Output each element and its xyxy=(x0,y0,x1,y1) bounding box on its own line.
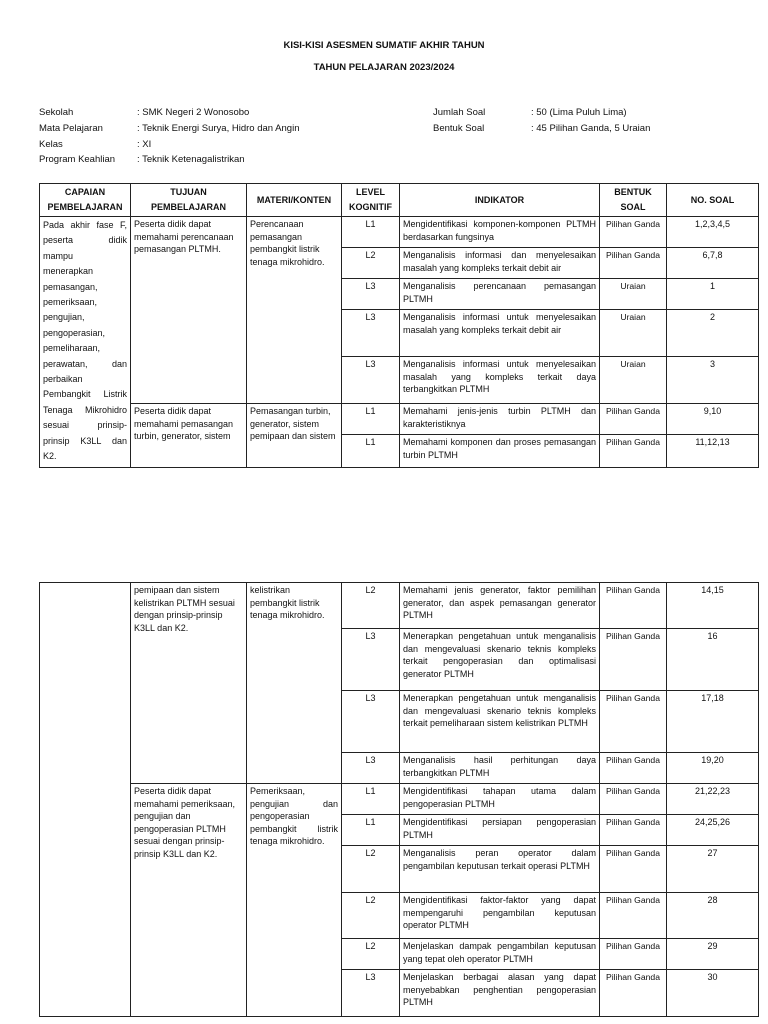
indikator-cell: Menerapkan pengetahuan untuk menganalisis dan mengevaluasi skenario teknis kompleks terkait pengoperasian dan optimalisasi generator PLTMH xyxy=(400,629,600,691)
document-subtitle: TAHUN PELAJARAN 2023/2024 xyxy=(313,62,455,73)
bentuk-soal-cell: Pilihan Ganda xyxy=(600,939,667,970)
indikator-cell: Menganalisis informasi untuk menyelesaikan masalah yang kompleks terkait debit air xyxy=(400,310,600,357)
info-label-sekolah: Sekolah xyxy=(39,107,74,118)
bentuk-soal-cell: Uraian xyxy=(600,310,667,357)
no-soal-cell: 29 xyxy=(667,939,759,970)
col-header-materi: MATERI/KONTEN xyxy=(247,184,342,217)
info-label-bentuk-soal: Bentuk Soal xyxy=(433,123,485,134)
bentuk-soal-cell: Pilihan Ganda xyxy=(600,248,667,279)
level-cell: L1 xyxy=(342,217,400,248)
no-soal-cell: 14,15 xyxy=(667,583,759,629)
bentuk-soal-cell: Pilihan Ganda xyxy=(600,435,667,468)
indikator-cell: Mengidentifikasi tahapan utama dalam pengoperasian PLTMH xyxy=(400,784,600,815)
no-soal-cell: 30 xyxy=(667,970,759,1017)
info-block-left xyxy=(39,105,399,169)
indikator-cell: Memahami jenis generator, faktor pemilihan generator, dan aspek pemasangan generator PLTMH xyxy=(400,583,600,629)
kisi-table-page-2 xyxy=(39,582,759,1017)
capaian-cell-continued xyxy=(40,583,131,1017)
materi-cell: Pemeriksaan, pengujian dan pengoperasian pembangkit listrik tenaga mikrohidro. xyxy=(247,784,342,1017)
no-soal-cell: 3 xyxy=(667,357,759,404)
info-label-mapel: Mata Pelajaran xyxy=(39,123,103,134)
tujuan-cell: Peserta didik dapat memahami pemeriksaan, pengujian dan pengoperasian PLTMH sesuai dengan prinsip-prinsip K3LL dan K2. xyxy=(131,784,247,1017)
level-cell: L1 xyxy=(342,784,400,815)
table-row xyxy=(40,784,759,815)
bentuk-soal-cell: Pilihan Ganda xyxy=(600,217,667,248)
info-label-program: Program Keahlian xyxy=(39,154,116,165)
no-soal-cell: 28 xyxy=(667,893,759,939)
level-cell: L2 xyxy=(342,893,400,939)
table-row xyxy=(40,583,759,629)
bentuk-soal-cell: Pilihan Ganda xyxy=(600,893,667,939)
col-header-indikator: INDIKATOR xyxy=(400,184,600,217)
level-cell: L1 xyxy=(342,815,400,846)
no-soal-cell: 2 xyxy=(667,310,759,357)
bentuk-soal-cell: Pilihan Ganda xyxy=(600,846,667,893)
tujuan-cell: Peserta didik dapat memahami perencanaan pemasangan PLTMH. xyxy=(131,217,247,404)
info-value-jumlah-soal: : 50 (Lima Puluh Lima) xyxy=(531,107,627,118)
level-cell: L3 xyxy=(342,753,400,784)
bentuk-soal-cell: Pilihan Ganda xyxy=(600,753,667,784)
bentuk-soal-cell: Uraian xyxy=(600,357,667,404)
table-row xyxy=(40,404,759,435)
no-soal-cell: 9,10 xyxy=(667,404,759,435)
bentuk-soal-cell: Pilihan Ganda xyxy=(600,970,667,1017)
indikator-cell: Menganalisis informasi untuk menyelesaikan masalah yang kompleks terkait daya terbangkitkan PLTMH xyxy=(400,357,600,404)
materi-cell: Pemasangan turbin, generator, sistem pemipaan dan sistem xyxy=(247,404,342,468)
indikator-cell: Menganalisis perencanaan pemasangan PLTMH xyxy=(400,279,600,310)
no-soal-cell: 17,18 xyxy=(667,691,759,753)
capaian-cell: Pada akhir fase F, peserta didik mampu menerapkan pemasangan, pemeriksaan, pengujian, pengoperasian, pemeliharaan, perawatan, dan perbaikan Pembangkit Listrik Tenaga Mikrohidro sesuai prinsip- prinsip K3LL dan K2. xyxy=(40,217,131,468)
level-cell: L3 xyxy=(342,629,400,691)
materi-cell: Perencanaan pemasangan pembangkit listrik tenaga mikrohidro. xyxy=(247,217,342,404)
no-soal-cell: 19,20 xyxy=(667,753,759,784)
bentuk-soal-cell: Pilihan Ganda xyxy=(600,784,667,815)
table-row xyxy=(40,217,759,248)
kisi-table-page-1 xyxy=(39,183,759,468)
info-value-bentuk-soal: : 45 Pilihan Ganda, 5 Uraian xyxy=(531,123,651,134)
info-label-kelas: Kelas xyxy=(39,139,63,150)
level-cell: L3 xyxy=(342,357,400,404)
no-soal-cell: 1 xyxy=(667,279,759,310)
level-cell: L2 xyxy=(342,939,400,970)
info-value-sekolah: : SMK Negeri 2 Wonosobo xyxy=(137,107,250,118)
no-soal-cell: 16 xyxy=(667,629,759,691)
indikator-cell: Menjelaskan berbagai alasan yang dapat menyebabkan penghentian pengoperasian PLTMH xyxy=(400,970,600,1017)
col-header-no-soal: NO. SOAL xyxy=(667,184,759,217)
indikator-cell: Mengidentifikasi persiapan pengoperasian PLTMH xyxy=(400,815,600,846)
bentuk-soal-cell: Pilihan Ganda xyxy=(600,691,667,753)
indikator-cell: Menjelaskan dampak pengambilan keputusan yang tepat oleh operator PLTMH xyxy=(400,939,600,970)
bentuk-soal-cell: Pilihan Ganda xyxy=(600,815,667,846)
col-header-tujuan: TUJUAN PEMBELAJARAN xyxy=(131,184,247,217)
info-block-right xyxy=(433,105,733,137)
bentuk-soal-cell: Uraian xyxy=(600,279,667,310)
info-value-kelas: : XI xyxy=(137,139,152,150)
level-cell: L3 xyxy=(342,310,400,357)
bentuk-soal-cell: Pilihan Ganda xyxy=(600,629,667,691)
no-soal-cell: 21,22,23 xyxy=(667,784,759,815)
info-value-program: : Teknik Ketenagalistrikan xyxy=(137,154,245,165)
level-cell: L3 xyxy=(342,691,400,753)
indikator-cell: Menganalisis hasil perhitungan daya terbangkitkan PLTMH xyxy=(400,753,600,784)
document-title: KISI-KISI ASESMEN SUMATIF AKHIR TAHUN xyxy=(283,40,485,51)
indikator-cell: Memahami komponen dan proses pemasangan turbin PLTMH xyxy=(400,435,600,468)
no-soal-cell: 27 xyxy=(667,846,759,893)
no-soal-cell: 1,2,3,4,5 xyxy=(667,217,759,248)
tujuan-cell: Peserta didik dapat memahami pemasangan turbin, generator, sistem xyxy=(131,404,247,468)
bentuk-soal-cell: Pilihan Ganda xyxy=(600,583,667,629)
col-header-bentuk: BENTUK SOAL xyxy=(600,184,667,217)
level-cell: L2 xyxy=(342,248,400,279)
materi-cell: kelistrikan pembangkit listrik tenaga mikrohidro. xyxy=(247,583,342,784)
bentuk-soal-cell: Pilihan Ganda xyxy=(600,404,667,435)
level-cell: L2 xyxy=(342,583,400,629)
indikator-cell: Menganalisis peran operator dalam pengambilan keputusan terkait operasi PLTMH xyxy=(400,846,600,893)
level-cell: L1 xyxy=(342,435,400,468)
table-header-row xyxy=(40,184,759,217)
indikator-cell: Menerapkan pengetahuan untuk menganalisis dan mengevaluasi skenario teknis kompleks terkait pemeliharaan sistem kelistrikan PLTMH xyxy=(400,691,600,753)
level-cell: L3 xyxy=(342,279,400,310)
level-cell: L3 xyxy=(342,970,400,1017)
col-header-level: LEVEL KOGNITIF xyxy=(342,184,400,217)
indikator-cell: Mengidentifikasi komponen-komponen PLTMH berdasarkan fungsinya xyxy=(400,217,600,248)
no-soal-cell: 24,25,26 xyxy=(667,815,759,846)
no-soal-cell: 11,12,13 xyxy=(667,435,759,468)
indikator-cell: Menganalisis informasi dan menyelesaikan masalah yang kompleks terkait debit air xyxy=(400,248,600,279)
info-label-jumlah-soal: Jumlah Soal xyxy=(433,107,486,118)
no-soal-cell: 6,7,8 xyxy=(667,248,759,279)
tujuan-cell: pemipaan dan sistem kelistrikan PLTMH sesuai dengan prinsip-prinsip K3LL dan K2. xyxy=(131,583,247,784)
col-header-capaian: CAPAIAN PEMBELAJARAN xyxy=(40,184,131,217)
level-cell: L1 xyxy=(342,404,400,435)
info-value-mapel: : Teknik Energi Surya, Hidro dan Angin xyxy=(137,123,300,134)
indikator-cell: Mengidentifikasi faktor-faktor yang dapat mempengaruhi pengambilan keputusan operator PLTMH xyxy=(400,893,600,939)
indikator-cell: Memahami jenis-jenis turbin PLTMH dan karakteristiknya xyxy=(400,404,600,435)
level-cell: L2 xyxy=(342,846,400,893)
